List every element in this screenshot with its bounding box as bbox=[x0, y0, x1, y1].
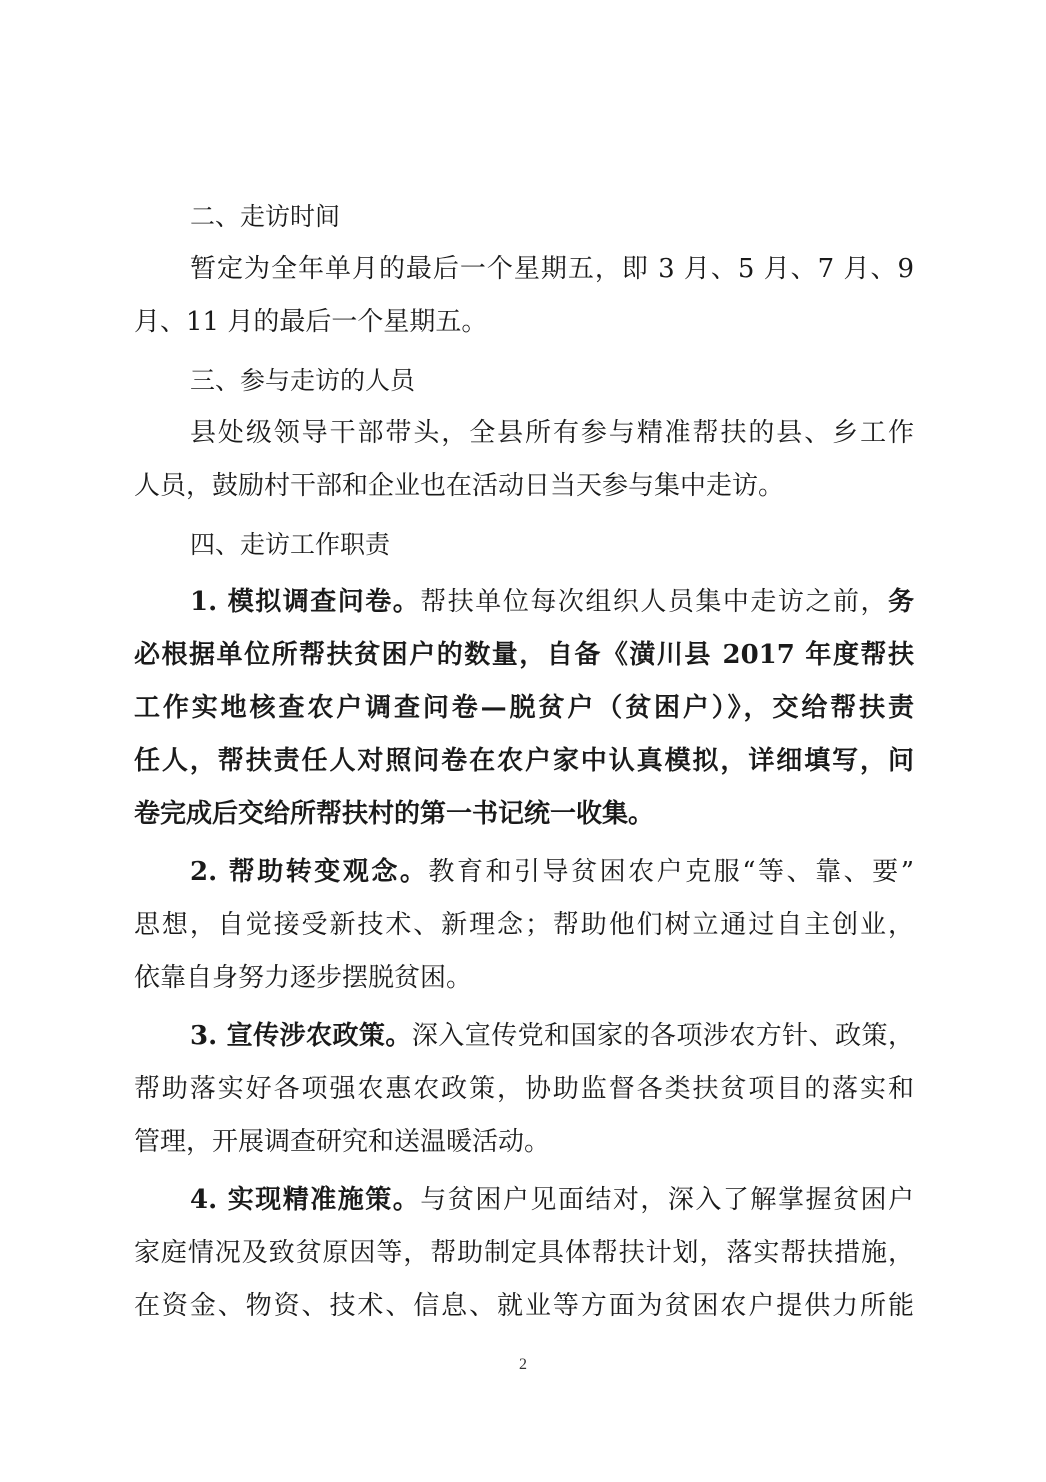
paragraph-line: 在资金、物资、技术、信息、就业等方面为贫困农户提供力所能 bbox=[134, 1291, 914, 1321]
item-title: 1. 模拟调查问卷。 bbox=[190, 587, 421, 617]
paragraph-line: 人员，鼓励村干部和企业也在活动日当天参与集中走访。 bbox=[134, 471, 785, 501]
paragraph-line: 工作实地核查农户调查问卷—脱贫户（贫困户）》，交给帮扶责 bbox=[134, 693, 914, 723]
paragraph-line: 任人，帮扶责任人对照问卷在农户家中认真模拟，详细填写，问 bbox=[134, 746, 914, 776]
section-heading-visit-time: 二、走访时间 bbox=[190, 202, 341, 231]
paragraph-line: 管理，开展调查研究和送温暖活动。 bbox=[134, 1127, 551, 1157]
item-text: 教育和引导贫困农户克服“等、靠、要” bbox=[428, 857, 914, 887]
list-item-first-line bbox=[134, 576, 914, 629]
paragraph-line: 家庭情况及致贫原因等，帮助制定具体帮扶计划，落实帮扶措施， bbox=[134, 1238, 914, 1268]
paragraph-line: 卷完成后交给所帮扶村的第一书记统一收集。 bbox=[134, 799, 655, 829]
document-body bbox=[134, 190, 914, 1333]
item-title: 3. 宣传涉农政策。 bbox=[190, 1021, 412, 1051]
item-text: 帮扶单位每次组织人员集中走访之前， bbox=[420, 587, 888, 617]
item-bold-text: 务 bbox=[887, 587, 914, 617]
list-item-first-line bbox=[134, 1010, 914, 1063]
paragraph-line: 必根据单位所帮扶贫困户的数量，自备《潢川县 2017 年度帮扶 bbox=[134, 640, 914, 670]
page-number: 2 bbox=[519, 1356, 527, 1373]
item-text: 与贫困户见面结对，深入了解掌握贫困户 bbox=[420, 1185, 914, 1215]
section-heading-duties: 四、走访工作职责 bbox=[190, 530, 391, 559]
item-text: 深入宣传党和国家的各项涉农方针、政策， bbox=[411, 1021, 914, 1051]
item-title: 2. 帮助转变观念。 bbox=[190, 857, 429, 887]
paragraph-line: 县处级领导干部带头，全县所有参与精准帮扶的县、乡工作 bbox=[190, 418, 914, 448]
list-item-first-line bbox=[134, 846, 914, 899]
paragraph-line: 月、11 月的最后一个星期五。 bbox=[134, 307, 488, 337]
paragraph-line: 帮助落实好各项强农惠农政策，协助监督各类扶贫项目的落实和 bbox=[134, 1074, 914, 1104]
paragraph-line: 暂定为全年单月的最后一个星期五，即 3 月、5 月、7 月、9 bbox=[190, 254, 914, 284]
list-item-first-line bbox=[134, 1174, 914, 1227]
paragraph-line: 依靠自身努力逐步摆脱贫困。 bbox=[134, 963, 473, 993]
section-heading-participants: 三、参与走访的人员 bbox=[190, 366, 416, 395]
paragraph-line: 思想，自觉接受新技术、新理念；帮助他们树立通过自主创业， bbox=[134, 910, 914, 940]
item-title: 4. 实现精准施策。 bbox=[190, 1185, 421, 1215]
